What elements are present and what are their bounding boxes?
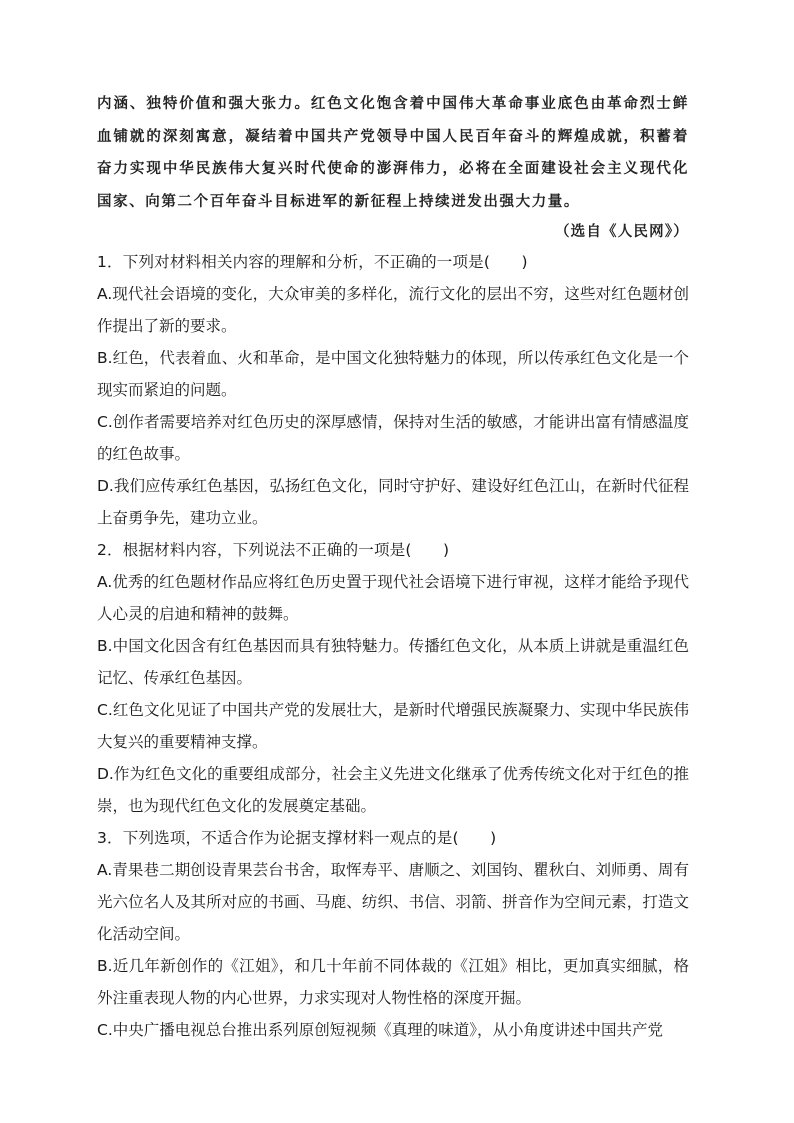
question-stem: 1．下列对材料相关内容的理解和分析，不正确的一项是( ) <box>97 253 528 271</box>
question-2 <box>97 534 689 822</box>
question-3 <box>97 822 689 1046</box>
option-c: C.中央广播电视总台推出系列原创短视频《真理的味道》，从小角度讲述中国共产党 <box>97 1021 664 1039</box>
option-b: B.近几年新创作的《江姐》，和几十年前不同体裁的《江姐》相比，更加真实细腻，格外注重表现人物的内心世界，力求实现对人物性格的深度开掘。 <box>97 957 689 1007</box>
document-page <box>97 88 689 1046</box>
question-stem: 3．下列选项，不适合作为论据支撑材料一观点的是( ) <box>97 829 497 847</box>
option-b: B.红色，代表着血、火和革命，是中国文化独特魅力的体现，所以传承红色文化是一个现实而紧迫的问题。 <box>97 349 689 399</box>
option-c: C.红色文化见证了中国共产党的发展壮大，是新时代增强民族凝聚力、实现中华民族伟大复兴的重要精神支撑。 <box>97 701 689 751</box>
option-a: A.现代社会语境的变化，大众审美的多样化，流行文化的层出不穷，这些对红色题材创作提出了新的要求。 <box>97 285 689 335</box>
question-1 <box>97 246 689 534</box>
option-d: D.我们应传承红色基因，弘扬红色文化，同时守护好、建设好红色江山，在新时代征程上奋勇争先，建功立业。 <box>97 477 689 527</box>
passage-paragraph: 内涵、独特价值和强大张力。红色文化饱含着中国伟大革命事业底色由革命烈士鲜血铺就的深刻寓意，凝结着中国共产党领导中国人民百年奋斗的辉煌成就，积蓄着奋力实现中华民族伟大复兴时代使命的澎湃伟力，必将在全面建设社会主义现代化国家、向第二个百年奋斗目标进军的新征程上持续迸发出强大力量。 <box>97 95 689 210</box>
option-a: A.青果巷二期创设青果芸台书舍，取恽寿平、唐顺之、刘国钧、瞿秋白、刘师勇、周有光六位名人及其所对应的书画、马鹿、纺织、书信、羽箭、拼音作为空间元素，打造文化活动空间。 <box>97 861 689 943</box>
question-stem: 2．根据材料内容，下列说法不正确的一项是( ) <box>97 541 450 559</box>
option-c: C.创作者需要培养对红色历史的深厚感情，保持对生活的敏感，才能讲出富有情感温度的红色故事。 <box>97 413 689 463</box>
option-b: B.中国文化因含有红色基因而具有独特魅力。传播红色文化，从本质上讲就是重温红色记忆、传承红色基因。 <box>97 637 689 687</box>
option-a: A.优秀的红色题材作品应将红色历史置于现代社会语境下进行审视，这样才能给予现代人心灵的启迪和精神的鼓舞。 <box>97 573 689 623</box>
passage-source: （选自《人民网》） <box>554 223 689 240</box>
option-d: D.作为红色文化的重要组成部分，社会主义先进文化继承了优秀传统文化对于红色的推崇，也为现代红色文化的发展奠定基础。 <box>97 765 689 815</box>
